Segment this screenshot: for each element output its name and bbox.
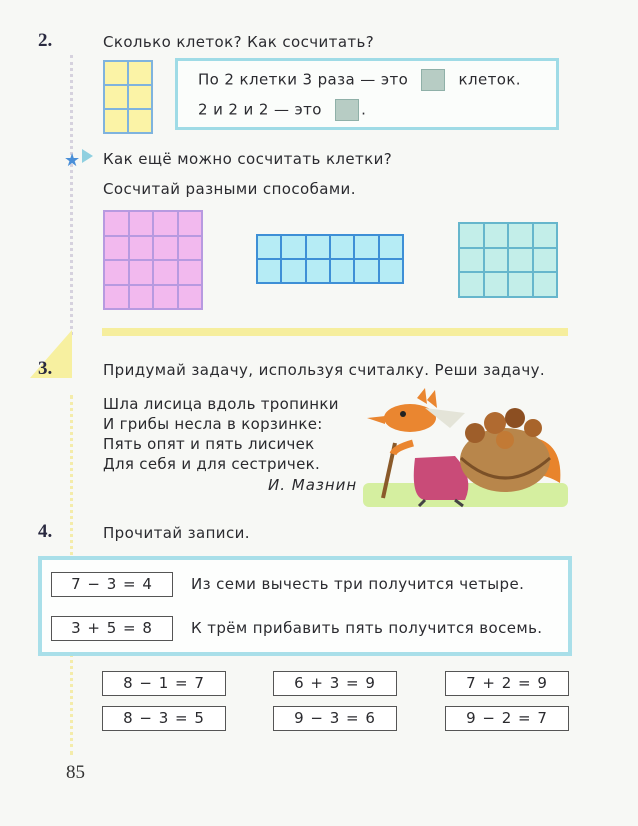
- pink-cell-grid: [103, 210, 203, 310]
- grid-cell: [129, 236, 154, 261]
- example-expression: 7 − 3 = 4: [51, 572, 173, 597]
- cyan-cell-grid: [256, 234, 404, 284]
- grid-cell: [330, 259, 354, 283]
- answer-square-1[interactable]: [421, 69, 445, 91]
- exercise-expression: 9 − 2 = 7: [445, 706, 569, 731]
- grid-cell: [104, 61, 128, 85]
- section-divider: [102, 328, 568, 336]
- grid-cell: [128, 85, 152, 109]
- grid-cell: [281, 235, 305, 259]
- example-reading: К трём прибавить пять получится восемь.: [191, 619, 543, 637]
- grid-cell: [306, 259, 330, 283]
- grid-cell: [104, 285, 129, 310]
- grid-cell: [129, 260, 154, 285]
- grid-cell: [178, 236, 203, 261]
- grid-cell: [129, 211, 154, 236]
- example-expression: 3 + 5 = 8: [51, 616, 173, 641]
- grid-cell: [533, 272, 558, 297]
- grid-cell: [354, 259, 378, 283]
- grid-cell: [104, 236, 129, 261]
- exercise-expression: 6 + 3 = 9: [273, 671, 397, 696]
- answer-line-1-text: По 2 клетки 3 раза — это: [198, 70, 409, 89]
- grid-cell: [153, 211, 178, 236]
- grid-cell: [104, 109, 128, 133]
- grid-cell: [153, 236, 178, 261]
- example-reading: Из семи вычесть три получится четыре.: [191, 575, 525, 593]
- star-icon: ★: [64, 150, 81, 171]
- grid-cell: [306, 235, 330, 259]
- grid-cell: [257, 235, 281, 259]
- grid-cell: [533, 248, 558, 273]
- grid-cell: [153, 260, 178, 285]
- examples-frame: [38, 556, 572, 656]
- grid-cell: [153, 285, 178, 310]
- grid-cell: [128, 61, 152, 85]
- poem-line: И грибы несла в корзинке:: [103, 415, 323, 433]
- grid-cell: [508, 272, 533, 297]
- grid-cell: [379, 235, 403, 259]
- poem-line: Пять опят и пять лисичек: [103, 435, 315, 453]
- poem-author: И. Мазнин: [268, 476, 358, 494]
- teal-cell-grid: [458, 222, 558, 298]
- grid-cell: [104, 211, 129, 236]
- exercise-expression: 7 + 2 = 9: [445, 671, 569, 696]
- grid-cell: [104, 260, 129, 285]
- poem: [103, 394, 339, 474]
- task-4-number: 4.: [38, 521, 53, 542]
- grid-cell: [104, 85, 128, 109]
- grid-cell: [459, 272, 484, 297]
- grid-cell: [178, 260, 203, 285]
- grid-cell: [379, 259, 403, 283]
- page-number: 85: [66, 762, 85, 783]
- answer-line-2-text: 2 и 2 и 2 — это: [198, 100, 322, 119]
- grid-cell: [484, 272, 509, 297]
- answer-line-1-end: клеток.: [458, 70, 521, 89]
- answer-line-2-end: .: [361, 100, 367, 119]
- answer-line-1: [198, 69, 521, 91]
- task-2-instruction: Сосчитай разными способами.: [103, 180, 356, 198]
- pointer-triangle-icon: [82, 149, 93, 163]
- grid-cell: [257, 259, 281, 283]
- grid-cell: [178, 285, 203, 310]
- poem-line: Шла лисица вдоль тропинки: [103, 395, 339, 413]
- exercise-expression: 9 − 3 = 6: [273, 706, 397, 731]
- fox-illustration: [355, 388, 570, 510]
- grid-cell: [354, 235, 378, 259]
- star-question: Как ещё можно сосчитать клетки?: [103, 150, 393, 168]
- answer-frame: [175, 58, 559, 130]
- grid-cell: [281, 259, 305, 283]
- task-4-instruction: Прочитай записи.: [103, 524, 250, 542]
- grid-cell: [129, 285, 154, 310]
- margin-dots: [70, 55, 77, 335]
- grid-cell: [128, 109, 152, 133]
- answer-line-2: [198, 99, 366, 121]
- task-2-question: Сколько клеток? Как сосчитать?: [103, 33, 375, 51]
- grid-cell: [533, 223, 558, 248]
- grid-cell: [459, 223, 484, 248]
- grid-cell: [508, 248, 533, 273]
- task-3-instruction: Придумай задачу, используя считалку. Реши задачу.: [103, 361, 546, 379]
- task-2-number: 2.: [38, 30, 53, 51]
- grid-cell: [459, 248, 484, 273]
- task-3-number: 3.: [38, 358, 53, 379]
- yellow-cell-grid: [103, 60, 153, 134]
- poem-line: Для себя и для сестричек.: [103, 455, 321, 473]
- exercise-expression: 8 − 3 = 5: [102, 706, 226, 731]
- grid-cell: [178, 211, 203, 236]
- exercise-expression: 8 − 1 = 7: [102, 671, 226, 696]
- answer-square-2[interactable]: [335, 99, 359, 121]
- grid-cell: [330, 235, 354, 259]
- grid-cell: [484, 223, 509, 248]
- grid-cell: [484, 248, 509, 273]
- grid-cell: [508, 223, 533, 248]
